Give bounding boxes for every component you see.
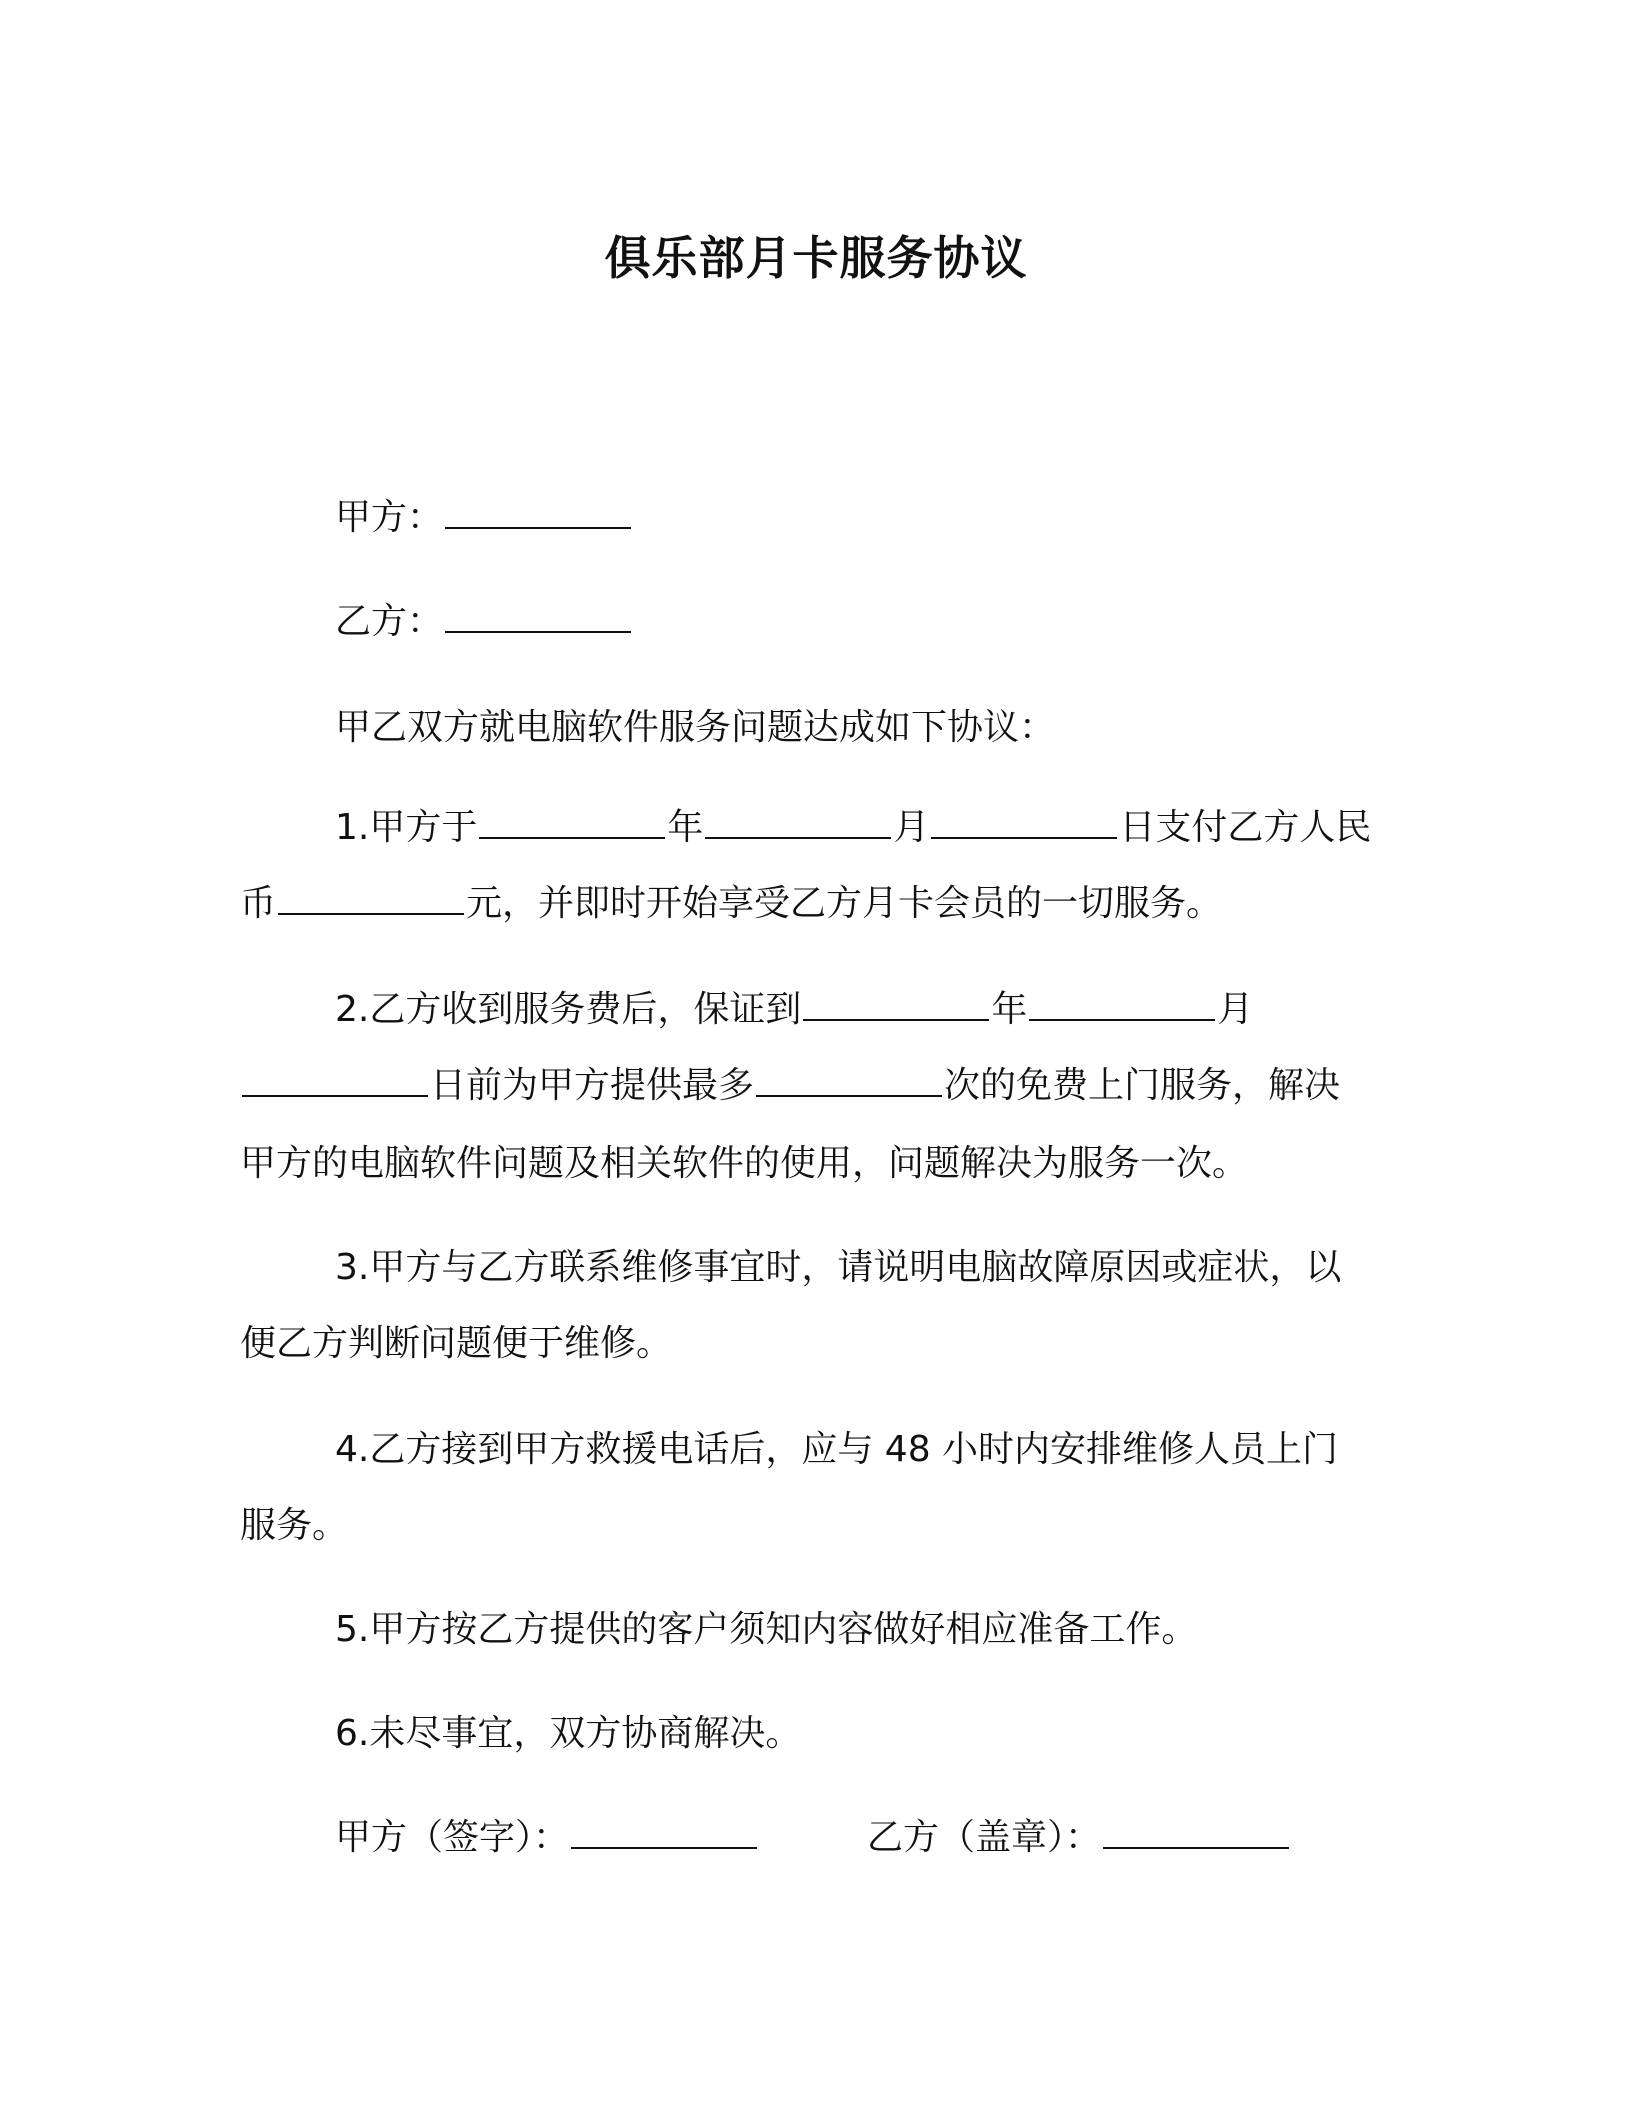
clause1-line2	[240, 882, 1222, 926]
clause1-line1	[335, 806, 1371, 850]
clause3-line2: 便乙方判断问题便于维修。	[240, 1323, 673, 1364]
clause2-day-label: 日前为甲方提供最多	[430, 1065, 755, 1106]
signature-line	[335, 1816, 1291, 1860]
clause1-service-text: 元，并即时开始享受乙方月卡会员的一切服务。	[466, 883, 1223, 924]
party-a-signature-blank	[571, 1817, 757, 1849]
clause3-line1: 3.甲方与乙方联系维修事宜时，请说明电脑故障原因或症状，以	[335, 1247, 1342, 1288]
clause1-amount-blank	[278, 883, 464, 915]
clause2-month-blank	[1029, 989, 1215, 1021]
party-a-signature-label: 甲方（签字）：	[335, 1817, 570, 1858]
party-b-seal-blank	[1103, 1817, 1289, 1849]
party-a-blank	[445, 497, 631, 529]
clause1-year-blank	[479, 807, 665, 839]
clause1-day-label: 日支付乙方人民	[1119, 807, 1372, 848]
party-b-line	[335, 600, 633, 644]
clause2-line3: 甲方的电脑软件问题及相关软件的使用，问题解决为服务一次。	[240, 1143, 1249, 1184]
party-a-line	[335, 496, 633, 540]
party-b-label: 乙方：	[335, 601, 444, 642]
party-a-label: 甲方：	[335, 497, 444, 538]
clause1-year-label: 年	[667, 807, 704, 848]
clause1-currency-label: 币	[240, 883, 277, 924]
clause2-month-label: 月	[1217, 989, 1254, 1030]
clause2-count-blank	[756, 1065, 942, 1097]
clause2-service-text: 次的免费上门服务，解决	[944, 1065, 1341, 1106]
clause1-month-label: 月	[893, 807, 930, 848]
clause2-year-label: 年	[991, 989, 1028, 1030]
clause5: 5.甲方按乙方提供的客户须知内容做好相应准备工作。	[335, 1609, 1198, 1650]
intro-paragraph: 甲乙双方就电脑软件服务问题达成如下协议：	[335, 707, 1056, 748]
clause1-text: 1.甲方于	[335, 807, 478, 848]
document-title: 俱乐部月卡服务协议	[604, 231, 1028, 285]
clause4-line1: 4.乙方接到甲方救援电话后，应与 48 小时内安排维修人员上门	[335, 1429, 1339, 1470]
clause6: 6.未尽事宜，双方协商解决。	[335, 1713, 802, 1754]
clause2-line2	[240, 1064, 1340, 1108]
party-b-blank	[445, 601, 631, 633]
clause1-day-blank	[931, 807, 1117, 839]
clause2-line1	[335, 988, 1253, 1032]
clause2-year-blank	[803, 989, 989, 1021]
clause1-month-blank	[705, 807, 891, 839]
clause2-text: 2.乙方收到服务费后，保证到	[335, 989, 802, 1030]
clause4-line2: 服务。	[240, 1505, 349, 1546]
party-b-seal-label: 乙方（盖章）：	[867, 1817, 1102, 1858]
clause2-day-blank	[242, 1065, 428, 1097]
